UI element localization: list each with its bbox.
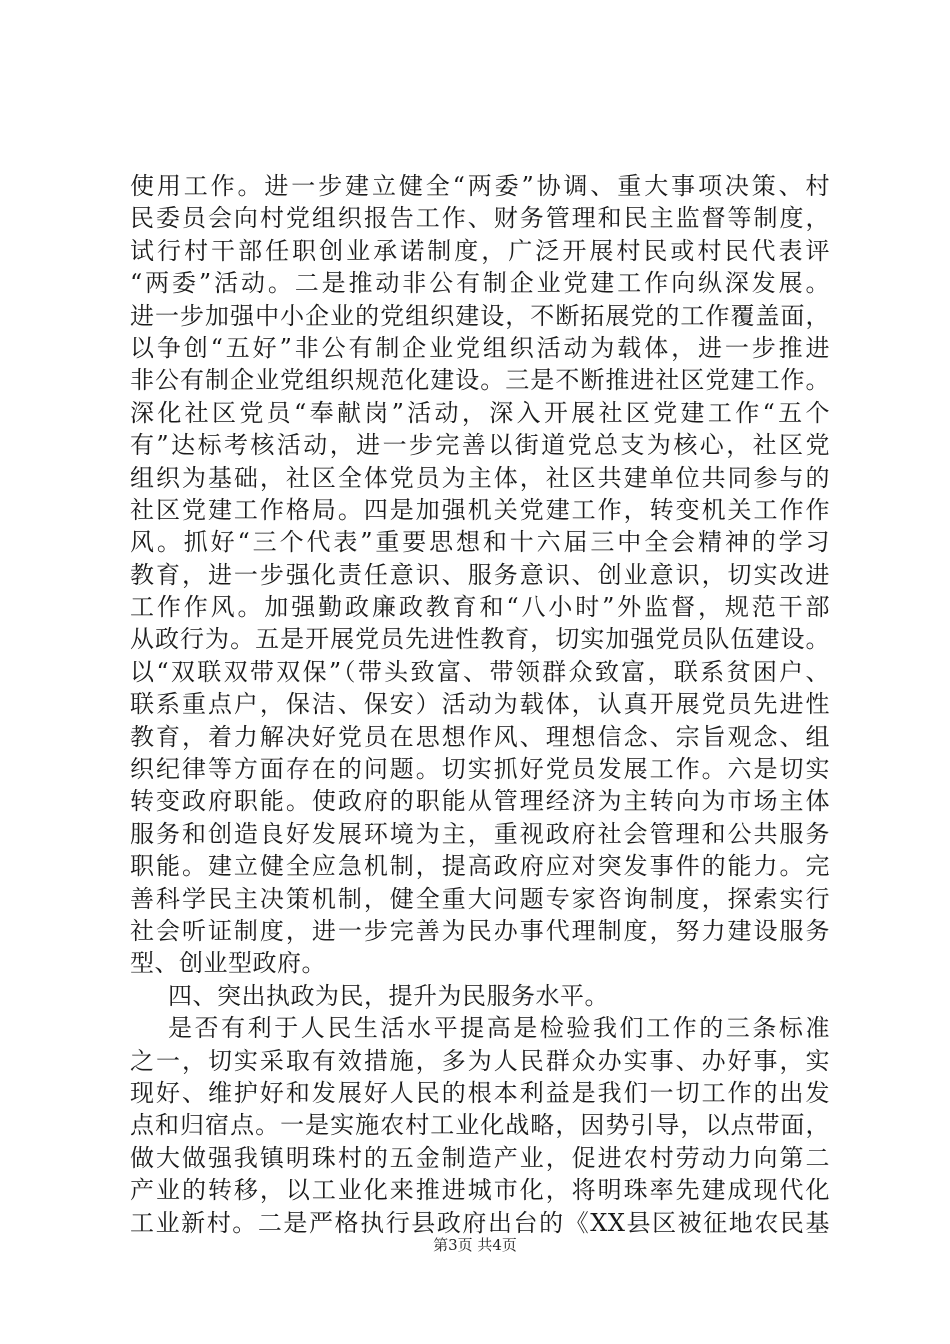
text-line: 以“双联双带双保”（带头致富、带领群众致富，联系贫困户、 bbox=[130, 657, 830, 686]
text-line: 服务和创造良好发展环境为主，重视政府社会管理和公共服务 bbox=[130, 819, 830, 848]
text-line: 职能。建立健全应急机制，提高政府应对突发事件的能力。完 bbox=[130, 852, 830, 881]
text-line: 风。抓好“三个代表”重要思想和十六届三中全会精神的学习 bbox=[130, 528, 830, 557]
text-line: 深化社区党员“奉献岗”活动，深入开展社区党建工作“五个 bbox=[130, 398, 830, 427]
text-line: 教育，着力解决好党员在思想作风、理想信念、宗旨观念、组 bbox=[130, 722, 830, 751]
paragraph-first-line: 是否有利于人民生活水平提高是检验我们工作的三条标准 bbox=[168, 1014, 830, 1043]
section-heading: 四、突出执政为民，提升为民服务水平。 bbox=[168, 981, 609, 1010]
paragraph-end-line: 型、创业型政府。 bbox=[130, 949, 326, 978]
text-line: “两委”活动。二是推动非公有制企业党建工作向纵深发展。 bbox=[130, 269, 830, 298]
text-line: 工作作风。加强勤政廉政教育和“八小时”外监督，规范干部 bbox=[130, 593, 830, 622]
text-line: 教育，进一步强化责任意识、服务意识、创业意识，切实改进 bbox=[130, 560, 830, 589]
text-line: 使用工作。进一步建立健全“两委”协调、重大事项决策、村 bbox=[130, 172, 830, 200]
text-line: 社会听证制度，进一步完善为民办事代理制度，努力建设服务 bbox=[130, 916, 830, 945]
page-number-label: 第3页 共4页 bbox=[433, 1236, 517, 1254]
text-line: 从政行为。五是开展党员先进性教育，切实加强党员队伍建设。 bbox=[130, 625, 830, 654]
text-line: 之一，切实采取有效措施，多为人民群众办实事、办好事，实 bbox=[130, 1046, 830, 1075]
text-line: 现好、维护好和发展好人民的根本利益是我们一切工作的出发 bbox=[130, 1078, 830, 1107]
text-line: 产业的转移，以工业化来推进城市化，将明珠率先建成现代化 bbox=[130, 1176, 830, 1205]
text-line: 组织为基础，社区全体党员为主体，社区共建单位共同参与的 bbox=[130, 463, 830, 492]
text-line: 非公有制企业党组织规范化建设。三是不断推进社区党建工作。 bbox=[130, 366, 830, 395]
text-line: 转变政府职能。使政府的职能从管理经济为主转向为市场主体 bbox=[130, 787, 830, 816]
text-line: 善科学民主决策机制，健全重大问题专家咨询制度，探索实行 bbox=[130, 884, 830, 913]
text-line: 织纪律等方面存在的问题。切实抓好党员发展工作。六是切实 bbox=[130, 755, 830, 784]
text-line: 试行村干部任职创业承诺制度，广泛开展村民或村民代表评 bbox=[130, 236, 830, 265]
text-line: 有”达标考核活动，进一步完善以街道党总支为核心，社区党 bbox=[130, 431, 830, 460]
text-line: 进一步加强中小企业的党组织建设，不断拓展党的工作覆盖面， bbox=[130, 301, 830, 330]
text-line: 做大做强我镇明珠村的五金制造产业，促进农村劳动力向第二 bbox=[130, 1143, 830, 1172]
text-line: 工业新村。二是严格执行县政府出台的《XX县区被征地农民基 bbox=[130, 1208, 830, 1237]
text-line: 民委员会向村党组织报告工作、财务管理和民主监督等制度， bbox=[130, 204, 830, 233]
page-footer bbox=[0, 1234, 950, 1255]
text-line: 以争创“五好”非公有制企业党组织活动为载体，进一步推进 bbox=[130, 333, 830, 362]
text-line: 点和归宿点。一是实施农村工业化战略，因势引导，以点带面， bbox=[130, 1111, 830, 1140]
text-line: 社区党建工作格局。四是加强机关党建工作，转变机关工作作 bbox=[130, 495, 830, 524]
document-body bbox=[130, 170, 830, 1239]
text-line: 联系重点户，保洁、保安）活动为载体，认真开展党员先进性 bbox=[130, 690, 830, 719]
